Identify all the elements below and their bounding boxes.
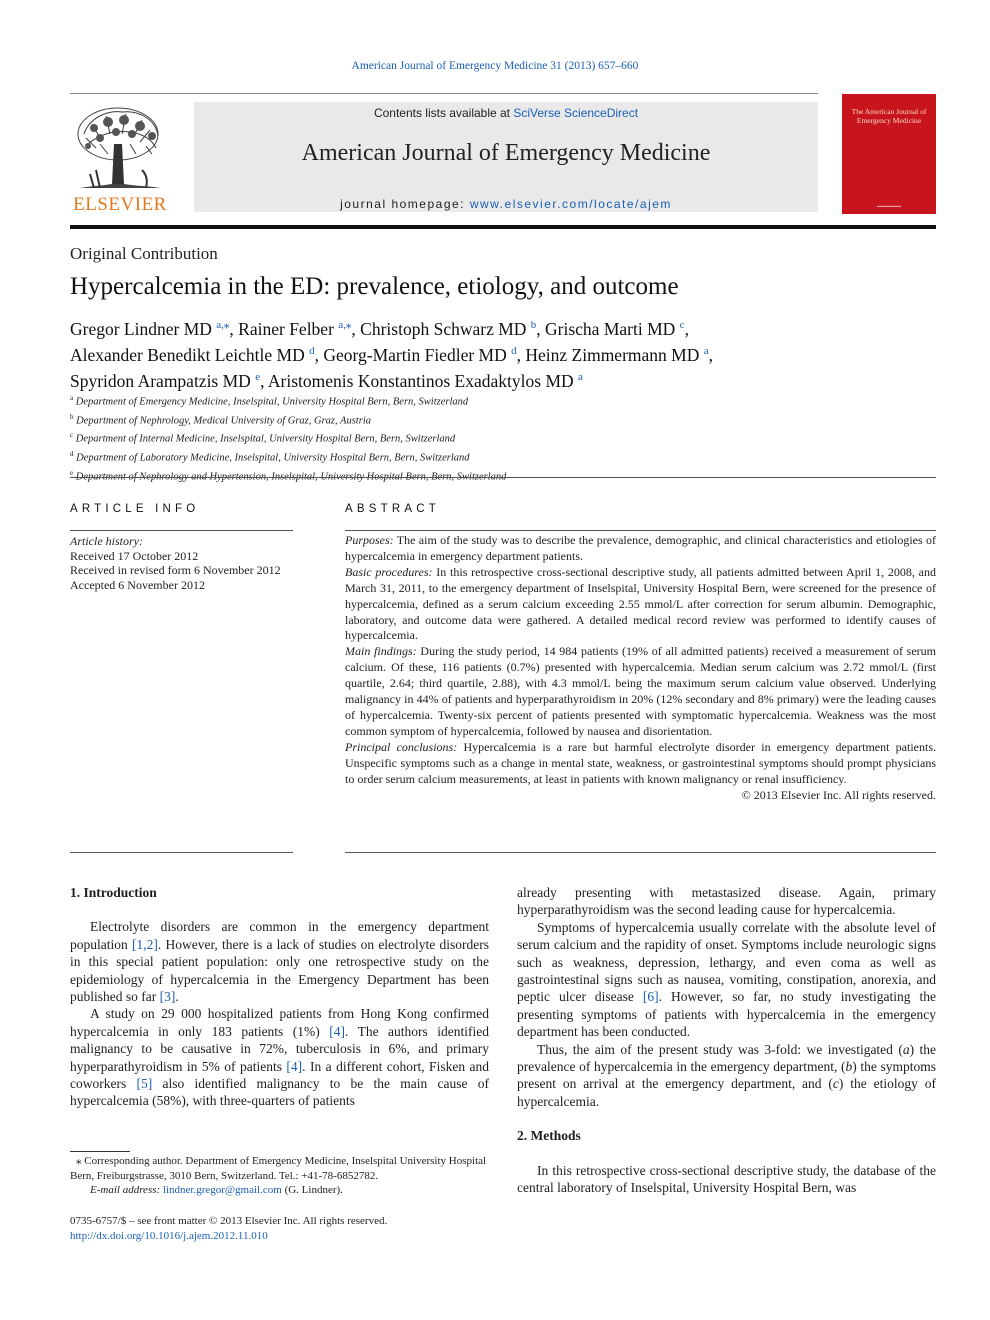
author-affil-link[interactable]: d — [511, 344, 517, 357]
received-date: Received 17 October 2012 — [70, 548, 199, 563]
abstract-body — [345, 533, 936, 803]
corresponding-footnote — [70, 1154, 489, 1198]
homepage-link[interactable]: www.elsevier.com/locate/ajem — [469, 197, 672, 211]
doi-link[interactable]: http://dx.doi.org/10.1016/j.ajem.2012.11.010 — [70, 1229, 268, 1242]
abstract-procedures: Basic procedures: In this retrospective cross-sectional descriptive study, all patients admitted between April 1, 2008, and March 31, 2011, to the emergency department of Inselspital, University Hospital Bern, were screened for the presence of hypercalcemia, defined as a serum calcium exceeding 2.55 mmol/L after correction for serum albumin. Demographic, laboratory, and outcome data were gathered. A detailed medical record review was performed to identify causes of hypercalcemia. — [345, 564, 936, 643]
abstract-conclusions: Principal conclusions: Hypercalcemia is a rare but harmful electrolyte disorder in emergency department patients. Unspecific symptoms such as a change in mental state, weakness, or gastrointestinal symptoms should prompt physicians to order serum calcium measurements, at least in patients with known malignancy or renal insufficiency. — [345, 739, 937, 786]
abstract-findings: Main findings: During the study period, 14 984 patients (19% of all admitted patients) received a measurement of serum calcium. Of these, 116 patients (0.7%) presented with hypercalcemia. Median serum calcium was 2.72 mmol/L (first quartile, 2.64; third quartile, 2.88), with 4.3 mmol/L being the maximum serum calcium value observed. Underlying malignancy in 44% of patients and hyperparathyroidism in 20% (12% secondary and 8% primary) were the leading causes of hypercalcemia. Twenty-six percent of patients presented with symptomatic hypercalcemia. Weakness was the most common symptom of hypercalcemia, followed by nausea and disorientation. — [345, 644, 937, 738]
header-top-rule — [70, 93, 818, 94]
citation-link[interactable]: [4] — [286, 1058, 303, 1074]
affiliation-list — [70, 391, 936, 485]
author: Gregor Lindner MD — [70, 318, 212, 339]
author-affil-link[interactable]: a,⁎ — [216, 319, 230, 331]
methods-heading: 2. Methods — [517, 1128, 581, 1144]
article-info-heading: ARTICLE INFO — [70, 503, 200, 515]
author: Spyridon Arampatzis MD — [70, 370, 251, 391]
author: Grischa Marti MD — [545, 318, 676, 339]
author-affil-link[interactable]: a — [578, 370, 583, 383]
affiliation: $^a$ Department of Emergency Medicine, Inselspital, University Hospital Bern, Bern, Switzerland — [70, 394, 469, 408]
affiliation: $^c$ Department of Internal Medicine, Inselspital, University Hospital Bern, Bern, Switzerland — [70, 431, 456, 445]
citation-link[interactable]: [3] — [159, 989, 176, 1005]
intro-paragraph-2: A study on 29 000 hospitalized patients from Hong Kong confirmed hypercalcemia in only 183 patients (1%) [4]. The authors identified malignancy to be causative in 72%, tuberculosis in 6%, and primary hyperparathyroidism in 5% of patients [4]. In a different cohort, Fisken and coworkers [5] also identified malignancy to be the main cause of hypercalcemia (58%), with three-quarters of patients — [70, 1006, 489, 1109]
article-title: Hypercalcemia in the ED: prevalence, etiology, and outcome — [70, 273, 679, 300]
footnote-rule — [70, 1151, 130, 1152]
left-column — [70, 884, 489, 1110]
cover-footer-bar: ▬▬▬▬▬▬ — [877, 203, 901, 208]
section-label: Original Contribution — [70, 244, 218, 263]
abstract-heading: ABSTRACT — [345, 503, 440, 515]
author-affil-link[interactable]: e — [255, 370, 261, 383]
sciencedirect-link[interactable]: SciVerse ScienceDirect — [513, 106, 639, 120]
affiliation: $^d$ Department of Laboratory Medicine, Inselspital, University Hospital Bern, Bern, Switzerland — [70, 450, 470, 464]
contents-line: Contents lists available at SciVerse ScienceDirect — [373, 106, 639, 120]
affiliation: $^e$ Department of Nephrology and Hypertension, Inselspital, University Hospital Bern, Bern, Switzerland — [70, 468, 507, 483]
author-affil-link[interactable]: b — [530, 319, 537, 331]
author: Heinz Zimmermann MD — [525, 344, 700, 365]
author: Aristomenis Konstantinos Exadaktylos MD — [267, 370, 574, 391]
author-affil-link[interactable]: a,⁎ — [338, 319, 352, 331]
author-affil-link[interactable]: d — [309, 344, 315, 357]
abstract-bottom-rule — [345, 852, 936, 853]
citation-link[interactable]: [4] — [329, 1023, 345, 1039]
journal-homepage: journal homepage: www.elsevier.com/locate/ajem — [340, 197, 672, 211]
author-list: Gregor Lindner MD $^{a,⁎}$, Rainer Felber $^{a,⁎}$, Christoph Schwarz MD $^b$, Grischa Marti MD $^c$, Alexander Benedikt Leichtle MD $^d$, Georg-Martin Fiedler MD $^d$, Heinz Zimmermann MD $^a$, Spyridon Arampatzis MD $^e$, Aristomenis Konstantinos Exadaktylos MD $^a$ — [70, 318, 713, 391]
author: Georg-Martin Fiedler MD — [323, 344, 507, 365]
abstract-purposes: Purposes: The aim of the study was to describe the prevalence, demographic, and clinical characteristics and etiologies of hypercalcemia in emergency department patients. — [345, 533, 936, 563]
affiliation: $^b$ Department of Nephrology, Medical University of Graz, Graz, Austria — [70, 412, 371, 427]
history-label: Article history: — [70, 534, 143, 548]
intro-paragraph-1: Electrolyte disorders are common in the emergency department population [1,2]. However, there is a lack of studies on electrolyte disorders in this special patient population: only one retrospective study on the epidemiology of hypercalcemia in the Emergency Department has been published so far [3]. — [70, 919, 489, 1005]
email-link[interactable]: lindner.gregor@gmail.com — [162, 1184, 282, 1196]
author: Alexander Benedikt Leichtle MD — [70, 344, 305, 365]
revised-date: Received in revised form 6 November 2012 — [70, 563, 281, 578]
right-paragraph-1: already presenting with metastasized disease. Again, primary hyperparathyroidism was the second leading cause for hypercalcemia. — [517, 885, 936, 918]
cover-title: The American Journal of Emergency Medicine — [851, 107, 927, 125]
citation-link[interactable]: [6] — [642, 989, 659, 1005]
abstract-rule — [345, 530, 936, 531]
citation-link[interactable]: [5] — [136, 1076, 153, 1092]
article-info-bottom-rule — [70, 852, 293, 853]
accepted-date: Accepted 6 November 2012 — [70, 578, 205, 593]
abstract-copyright: © 2013 Elsevier Inc. All rights reserved. — [741, 787, 936, 802]
header-thick-rule — [70, 225, 936, 229]
article-info-rule — [70, 530, 293, 531]
corresponding-author: ⁎ Corresponding author. Department of Emergency Medicine, Inselspital University Hospital Bern, Freiburgstrasse, 3010 Bern, Switzerland. Tel.: +41-78-6852782. — [70, 1155, 487, 1182]
issn-line: 0735-6757/$ – see front matter © 2013 Elsevier Inc. All rights reserved. — [70, 1215, 388, 1227]
front-matter — [70, 1214, 489, 1243]
author-affil-link[interactable]: c — [679, 319, 685, 331]
right-paragraph-3: Thus, the aim of the present study was 3-fold: we investigated (a) the prevalence of hypercalcemia in the emergency department, (b) the symptoms present on arrival at the emergency department, and (c) the etiology of hypercalcemia. — [517, 1041, 937, 1109]
article-history — [70, 534, 294, 593]
right-column — [517, 884, 936, 1197]
journal-cover-image[interactable] — [842, 94, 936, 214]
journal-title: American Journal of Emergency Medicine — [301, 140, 711, 166]
right-paragraph-2: Symptoms of hypercalcemia usually correlate with the absolute level of serum calcium and the rapidity of onset. Symptoms include neurologic signs such as weakness, depression, lethargy, and even coma as well as gastrointestinal signs such as nausea, vomiting, constipation, anorexia, and peptic ulcer disease [6]. However, so far, no study investigating the presenting symptoms of patients with hypercalcemia in the emergency department has been conducted. — [517, 919, 936, 1040]
methods-paragraph: In this retrospective cross-sectional descriptive study, the database of the central laboratory of Inselspital, University Hospital Bern, was — [517, 1162, 936, 1196]
intro-heading: 1. Introduction — [70, 885, 157, 900]
publisher-wordmark: ELSEVIER — [73, 194, 167, 215]
journal-citation[interactable]: American Journal of Emergency Medicine 31 (2013) 657–660 — [351, 60, 639, 72]
affiliations-divider — [70, 477, 936, 478]
author: Rainer Felber — [238, 318, 334, 339]
author-affil-link[interactable]: a — [703, 344, 709, 357]
email-line: E-mail address: lindner.gregor@gmail.com (G. Lindner). — [90, 1184, 343, 1196]
citation-link[interactable]: [1,2] — [131, 936, 158, 952]
author: Christoph Schwarz MD — [360, 318, 527, 339]
